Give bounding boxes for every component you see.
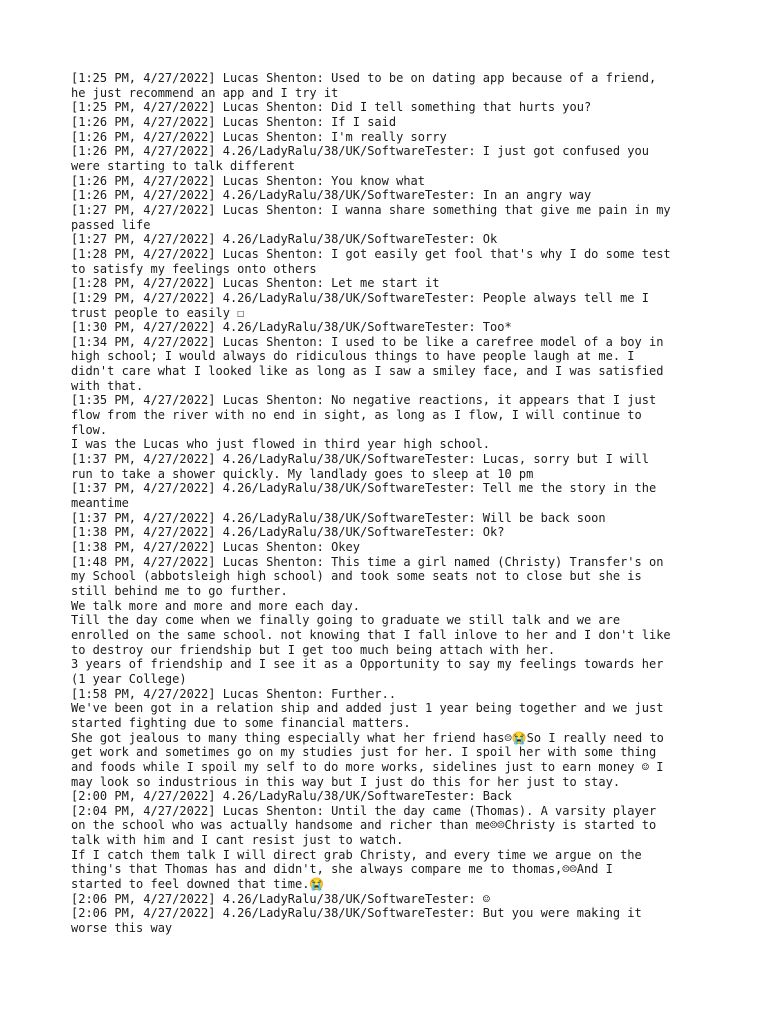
transcript-line: and foods while I spoil my self to do more works, sidelines just to earn money ☺ I	[71, 759, 664, 774]
transcript-line: flow.	[71, 422, 108, 437]
transcript-line: [1:38 PM, 4/27/2022] 4.26/LadyRalu/38/UK/SoftwareTester: Ok?	[71, 525, 505, 540]
transcript-line: [1:34 PM, 4/27/2022] Lucas Shenton: I used to be like a carefree model of a boy in	[71, 334, 664, 349]
transcript-line: were starting to talk different	[71, 158, 295, 173]
transcript-line: [1:27 PM, 4/27/2022] 4.26/LadyRalu/38/UK/SoftwareTester: Ok	[71, 232, 498, 247]
transcript-line: flow from the river with no end in sight, as long as I flow, I will continue to	[71, 408, 642, 423]
transcript-line: (1 year College)	[71, 671, 187, 686]
transcript-line: [1:28 PM, 4/27/2022] Lucas Shenton: I got easily get fool that's why I do some test	[71, 246, 671, 261]
transcript-line: [1:37 PM, 4/27/2022] 4.26/LadyRalu/38/UK/SoftwareTester: Tell me the story in the	[71, 481, 657, 496]
transcript-line: [1:26 PM, 4/27/2022] 4.26/LadyRalu/38/UK/SoftwareTester: In an angry way	[71, 188, 592, 203]
transcript-line: [2:00 PM, 4/27/2022] 4.26/LadyRalu/38/UK/SoftwareTester: Back	[71, 789, 512, 804]
transcript-line: [2:04 PM, 4/27/2022] Lucas Shenton: Until the day came (Thomas). A varsity player	[71, 803, 657, 818]
transcript-line: [1:29 PM, 4/27/2022] 4.26/LadyRalu/38/UK/SoftwareTester: People always tell me I	[71, 290, 649, 305]
transcript-line: he just recommend an app and I try it	[71, 85, 339, 100]
chat-transcript	[71, 71, 711, 936]
transcript-line: [1:35 PM, 4/27/2022] Lucas Shenton: No negative reactions, it appears that I just	[71, 393, 657, 408]
transcript-line: thing's that Thomas has and didn't, she always compare me to thomas,☹☹And I	[71, 862, 613, 877]
transcript-line: 3 years of friendship and I see it as a Opportunity to say my feelings towards her	[71, 657, 664, 672]
transcript-line: with that.	[71, 378, 144, 393]
transcript-line: If I catch them talk I will direct grab Christy, and every time we argue on the	[71, 847, 642, 862]
transcript-line: started fighting due to some financial matters.	[71, 715, 411, 730]
transcript-line: get work and sometimes go on my studies just for her. I spoil her with some thing	[71, 745, 657, 760]
transcript-line: high school; I would always do ridiculous things to have people laugh at me. I	[71, 349, 635, 364]
transcript-line: [2:06 PM, 4/27/2022] 4.26/LadyRalu/38/UK/SoftwareTester: But you were making it	[71, 906, 642, 921]
transcript-line: my School (abbotsleigh high school) and took some seats not to close but she is	[71, 569, 642, 584]
transcript-line: started to feel downed that time.😭	[71, 877, 325, 892]
transcript-line: to satisfy my feelings onto others	[71, 261, 317, 276]
transcript-line: passed life	[71, 217, 151, 232]
transcript-line: talk with him and I cant resist just to watch.	[71, 833, 404, 848]
transcript-line: enrolled on the same school. not knowing that I fall inlove to her and I don't like	[71, 627, 671, 642]
transcript-line: [1:25 PM, 4/27/2022] Lucas Shenton: Used to be on dating app because of a friend,	[71, 71, 657, 85]
transcript-line: [1:26 PM, 4/27/2022] 4.26/LadyRalu/38/UK/SoftwareTester: I just got confused you	[71, 144, 649, 159]
transcript-line: meantime	[71, 496, 129, 511]
transcript-line: [1:38 PM, 4/27/2022] Lucas Shenton: Okey	[71, 540, 360, 554]
transcript-line: We've been got in a relation ship and added just 1 year being together and we just	[71, 701, 664, 716]
transcript-line: worse this way	[71, 921, 173, 936]
transcript-line: on the school who was actually handsome and richer than me☹☹Christy is started to	[71, 818, 657, 833]
transcript-line: [1:30 PM, 4/27/2022] 4.26/LadyRalu/38/UK/SoftwareTester: Too*	[71, 320, 512, 335]
transcript-line: still behind me to go further.	[71, 583, 288, 598]
transcript-line: [1:28 PM, 4/27/2022] Lucas Shenton: Let me start it	[71, 276, 440, 291]
transcript-line: [1:25 PM, 4/27/2022] Lucas Shenton: Did I tell something that hurts you?	[71, 100, 592, 115]
transcript-line: didn't care what I looked like as long as I saw a smiley face, and I was satisfied	[71, 364, 664, 379]
transcript-line: to destroy our friendship but I get too much being attach with her.	[71, 642, 556, 657]
transcript-line: She got jealous to many thing especially what her friend has☹😭So I really need to	[71, 730, 664, 745]
transcript-line: I was the Lucas who just flowed in third year high school.	[71, 437, 491, 452]
transcript-line: may look so industrious in this way but I just do this for her just to stay.	[71, 774, 621, 789]
transcript-line: [1:26 PM, 4/27/2022] Lucas Shenton: I'm really sorry	[71, 129, 447, 144]
transcript-line: [1:26 PM, 4/27/2022] Lucas Shenton: You know what	[71, 173, 426, 188]
transcript-line: [1:37 PM, 4/27/2022] 4.26/LadyRalu/38/UK/SoftwareTester: Lucas, sorry but I will	[71, 452, 649, 467]
transcript-line: [2:06 PM, 4/27/2022] 4.26/LadyRalu/38/UK/SoftwareTester: ☺	[71, 891, 491, 906]
transcript-line: [1:37 PM, 4/27/2022] 4.26/LadyRalu/38/UK/SoftwareTester: Will be back soon	[71, 510, 606, 525]
transcript-line: run to take a shower quickly. My landlady goes to sleep at 10 pm	[71, 466, 534, 481]
transcript-line: We talk more and more and more each day.	[71, 598, 360, 613]
transcript-line: trust people to easily ☐	[71, 305, 245, 320]
transcript-line: [1:58 PM, 4/27/2022] Lucas Shenton: Further..	[71, 686, 397, 701]
transcript-line: Till the day come when we finally going to graduate we still talk and we are	[71, 613, 621, 628]
transcript-line: [1:27 PM, 4/27/2022] Lucas Shenton: I wanna share something that give me pain in my	[71, 202, 671, 217]
transcript-line: [1:48 PM, 4/27/2022] Lucas Shenton: This time a girl named (Christy) Transfer's on	[71, 554, 664, 569]
transcript-line: [1:26 PM, 4/27/2022] Lucas Shenton: If I said	[71, 114, 397, 129]
